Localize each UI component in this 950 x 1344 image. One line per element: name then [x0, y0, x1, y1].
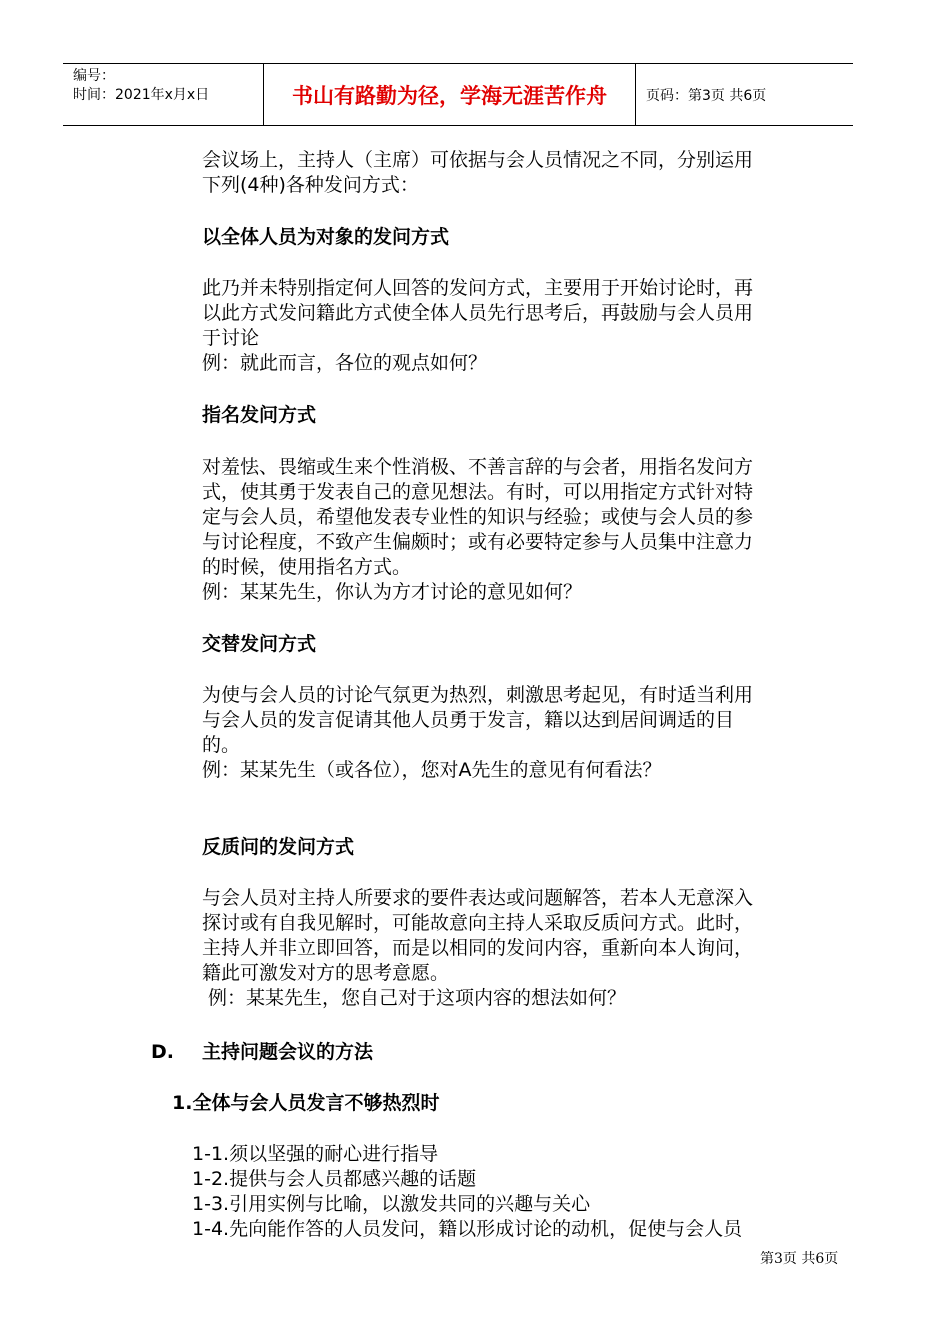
- header-meta: [63, 64, 264, 125]
- list-item: 1-3.引用实例与比喻，以激发共同的兴趣与关心: [192, 1193, 591, 1215]
- section-heading: 指名发问方式: [202, 404, 317, 426]
- section-line: 式，使其勇于发表自己的意见想法。有时，可以用指定方式针对特: [202, 481, 754, 503]
- section-line: 的时候，使用指名方式。: [202, 556, 412, 578]
- page-footer: 第3页 共6页: [760, 1251, 839, 1267]
- list-item: 1-1.须以坚强的耐心进行指导: [192, 1143, 439, 1165]
- list-item: 1-2.提供与会人员都感兴趣的话题: [192, 1168, 477, 1190]
- section-line: 此乃并未特别指定何人回答的发问方式，主要用于开始讨论时，再: [202, 277, 754, 299]
- section-line: 探讨或有自我见解时，可能故意向主持人采取反质问方式。此时，: [202, 912, 754, 934]
- example-line: 例：某某先生，你认为方才讨论的意见如何？: [202, 581, 583, 603]
- section-line: 定与会人员，希望他发表专业性的知识与经验；或使与会人员的参: [202, 506, 754, 528]
- section-line: 的。: [202, 734, 241, 756]
- section-line: 于讨论: [202, 327, 260, 349]
- section-line: 与讨论程度，不致产生偏颇时；或有必要特定参与人员集中注意力: [202, 531, 754, 553]
- section-line: 与会人员的发言促请其他人员勇于发言，籍以达到居间调适的目: [202, 709, 735, 731]
- header-page-label: 页码：第3页 共6页: [646, 87, 767, 104]
- section-line: 对羞怯、畏缩或生来个性消极、不善言辞的与会者，用指名发问方: [202, 456, 754, 478]
- list-item: 1-4.先向能作答的人员发问，籍以形成讨论的动机，促使与会人员: [192, 1218, 743, 1240]
- header-motto: 书山有路勤为径，学海无涯苦作舟: [264, 64, 636, 125]
- example-line: 例：就此而言，各位的观点如何？: [202, 352, 488, 374]
- section-heading: 交替发问方式: [202, 633, 317, 655]
- example-line: 例：某某先生（或各位），您对A先生的意见有何看法？: [202, 759, 662, 781]
- section-heading: 主持问题会议的方法: [202, 1041, 374, 1063]
- section-line: 以此方式发问籍此方式使全体人员先行思考后，再鼓励与会人员用: [202, 302, 754, 324]
- page-header: [63, 63, 853, 126]
- section-line: 籍此可激发对方的思考意愿。: [202, 962, 450, 984]
- section-heading: 以全体人员为对象的发问方式: [202, 226, 450, 248]
- time-label: 时间：2021年x月x日: [73, 87, 210, 103]
- section-line: 主持人并非立即回答，而是以相同的发问内容，重新向本人询问，: [202, 937, 754, 959]
- example-line: 例：某某先生，您自己对于这项内容的想法如何？: [202, 987, 627, 1009]
- section-line: 为使与会人员的讨论气氛更为热烈，刺激思考起见，有时适当利用: [202, 684, 754, 706]
- intro-line: 会议场上，主持人（主席）可依据与会人员情况之不同，分别运用: [202, 149, 754, 171]
- number-label: 编号：: [73, 68, 115, 84]
- section-marker: D.: [151, 1041, 174, 1063]
- section-heading: 反质问的发问方式: [202, 836, 355, 858]
- subsection-heading: 1.全体与会人员发言不够热烈时: [172, 1092, 440, 1114]
- intro-line: 下列(4种)各种发问方式：: [202, 174, 419, 196]
- section-line: 与会人员对主持人所要求的要件表达或问题解答，若本人无意深入: [202, 887, 754, 909]
